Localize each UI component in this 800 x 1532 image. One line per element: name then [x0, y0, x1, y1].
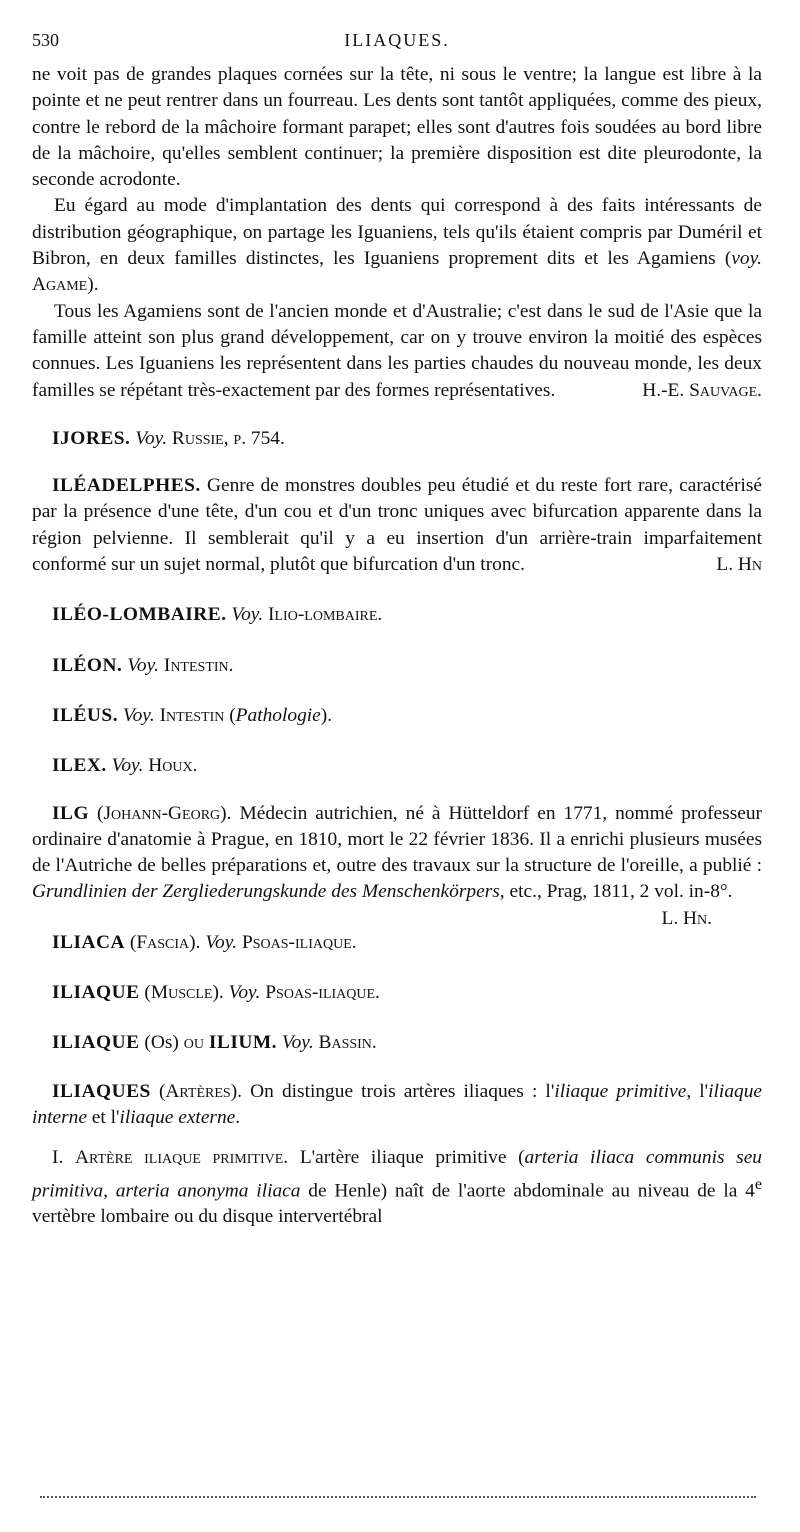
term: iliaque primitive — [554, 1080, 687, 1102]
cross-reference-qualifier: Pathologie — [235, 704, 321, 726]
entry-ileon — [52, 653, 762, 679]
entry-text: Médecin autrichien, né à Hütteldorf en 1771, nommé professeur ordinaire d'anatomie à Prague, en 1810, mort le 22 février 1836. Il a enrichi plusieurs musées de l'Autriche de belles préparations et, outre des travaux sur la structure de l'oreille, a publié : — [32, 802, 762, 877]
author-signature: L. Hn. — [661, 907, 712, 929]
cross-reference: Intestin — [159, 704, 225, 726]
paren-open: ( — [224, 704, 236, 726]
conjunction: ou — [183, 1032, 204, 1054]
bottom-dotted-rule — [40, 1496, 756, 1498]
entry-headword: ILÉON. — [52, 654, 123, 676]
page-body — [32, 62, 762, 1231]
entry-headword: ILÉO-LOMBAIRE. — [52, 604, 227, 626]
section-text: vertèbre lombaire ou du disque intervertébral — [32, 1206, 383, 1228]
intro-paragraph-2-end: ). — [87, 274, 99, 296]
entry-iliaque-muscle — [52, 980, 762, 1006]
person-name: (Johann-Georg). — [97, 802, 232, 824]
superscript: e — [754, 1175, 762, 1193]
cross-reference: Psoas-iliaque. — [265, 982, 380, 1004]
cross-reference: Bassin. — [318, 1032, 377, 1054]
term: iliaque externe — [119, 1106, 236, 1128]
entry-headword: ILEX. — [52, 755, 107, 777]
entry-headword: ILIAQUE — [52, 1032, 140, 1054]
entry-ilex — [52, 753, 762, 779]
entry-iliaques — [32, 1079, 762, 1132]
entry-headword: ILIACA — [52, 931, 126, 953]
entry-headword: ILG — [52, 802, 90, 824]
paren-close: ). — [320, 704, 333, 726]
work-title: Grundlinien der Zergliederungskunde des Menschenkörpers, — [32, 881, 505, 903]
cross-reference: Agame — [32, 274, 88, 296]
intro-paragraph-3-text: Tous les Agamiens sont de l'ancien monde et d'Australie; c'est dans le sud de l'Asie que la famille atteint son plus grand développement, car on y trouve environ la moitié des espèces connues. Les Iguaniens les représentent dans les parties chaudes du nouveau monde, les deux familles se répétant très-exactement par des formes représentatives. — [32, 300, 762, 401]
voy-label: Voy. — [122, 704, 155, 726]
entry-text: On distingue trois artères iliaques : l' — [250, 1080, 555, 1102]
author-signature: H.-E. Sauvage. — [642, 379, 762, 401]
publication-details: etc., Prag, 1811, 2 vol. in-8°. — [509, 881, 733, 903]
entry-qualifier: (Os) — [144, 1032, 179, 1054]
intro-paragraph-3 — [32, 299, 762, 404]
cross-reference: Ilio-lombaire. — [268, 604, 383, 626]
entry-text: . — [235, 1106, 241, 1128]
latin-term: arteria iliaca communis seu primitiva, arteria anonyma iliaca — [32, 1147, 763, 1201]
entry-text: et l' — [86, 1106, 120, 1128]
entry-ileo-lombaire — [52, 602, 762, 628]
voy-label: Voy. — [111, 755, 144, 777]
entry-ileadelphes — [32, 473, 762, 578]
page-number: 530 — [32, 30, 59, 50]
section-heading: Artère iliaque primitive. — [74, 1147, 289, 1169]
voy-label: Voy. — [127, 654, 159, 676]
entry-iliaca — [52, 930, 762, 956]
entry-headword: ILÉADELPHES. — [52, 475, 201, 497]
entry-ijores — [52, 426, 762, 452]
cross-reference: Houx. — [148, 755, 198, 777]
entry-headword: ILIAQUES — [52, 1080, 151, 1102]
cross-reference: Russie, p. 754. — [171, 427, 285, 449]
cross-reference: Psoas-iliaque. — [241, 931, 357, 953]
voy-label: Voy. — [228, 982, 261, 1004]
entry-ileus — [52, 703, 762, 729]
intro-paragraph-2 — [32, 193, 762, 298]
term: iliaque interne — [32, 1080, 763, 1128]
entry-qualifier: (Fascia). — [129, 931, 201, 953]
section-artere-iliaque-primitive — [32, 1145, 762, 1230]
voy-label: voy. — [731, 248, 762, 270]
voy-label: Voy. — [231, 604, 264, 626]
intro-paragraph-1: ne voit pas de grandes plaques cornées sur la tête, ni sous le ventre; la langue est libre à la pointe et ne peut rentrer dans un fourreau. Les dents sont tantôt appliquées, comme des pieux, contre le rebord de la mâchoire formant parapet; elles sont d'autres fois soudées au bord libre de la mâchoire, qu'elles semblent continuer; la première disposition est dite pleurodonte, la seconde acrodonte. — [32, 64, 762, 191]
voy-label: Voy. — [135, 427, 168, 449]
running-head: ILIAQUES. — [344, 30, 450, 50]
entry-text: Genre de monstres doubles peu étudié et du reste fort rare, caractérisé par la présence d'une tête, d'un cou et d'un tronc uniques avec bifurcation apparente dans la région pelvienne. Il semblerait qu'il y a eu insertion d'un arrière-train imparfaitement conformé sur un sujet normal, plutôt que bifurcation d'un tronc. — [32, 475, 762, 576]
entry-headword: ILÉUS. — [52, 704, 119, 726]
section-number: I. — [52, 1147, 64, 1169]
entry-text: , l' — [686, 1080, 709, 1102]
entry-headword: ILIAQUE — [52, 982, 140, 1004]
author-signature: L. Hn — [716, 554, 762, 576]
entry-qualifier: (Artères). — [158, 1080, 243, 1102]
page-header — [32, 30, 762, 54]
intro-paragraph-2-text: Eu égard au mode d'implantation des dents qui correspond à des faits intéressants de distribution géographique, on partage les Iguaniens, tels qu'ils étaient compris par Duméril et Bibron, en deux familles distinctes, les Iguaniens proprement dits et les Agamiens ( — [32, 195, 762, 270]
section-text: L'artère iliaque primitive ( — [299, 1147, 525, 1169]
cross-reference: Intestin. — [163, 654, 234, 676]
entry-iliaque-os — [52, 1030, 762, 1056]
voy-label: Voy. — [281, 1032, 314, 1054]
entry-headword-alternate: ILIUM. — [208, 1032, 278, 1054]
voy-label: Voy. — [205, 931, 238, 953]
entry-qualifier: (Muscle). — [144, 982, 224, 1004]
entry-ilg — [32, 801, 762, 929]
section-text: de Henle) naît de l'aorte abdominale au niveau de la 4 — [300, 1179, 755, 1201]
entry-headword: IJORES. — [52, 427, 131, 449]
